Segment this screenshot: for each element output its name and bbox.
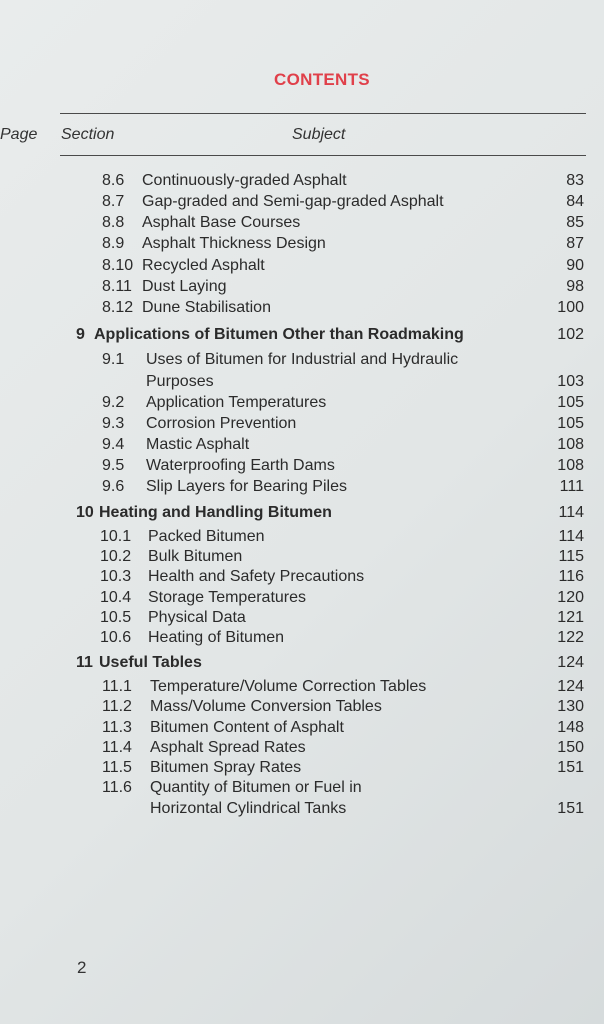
- toc-section-number: 11.5: [102, 759, 132, 776]
- toc-page-number: 105: [557, 415, 584, 432]
- toc-page-number: 84: [566, 193, 584, 210]
- toc-entry-row: [0, 372, 604, 392]
- toc-section-number: 8.12: [102, 299, 134, 316]
- toc-subject: Gap-graded and Semi-gap-graded Asphalt: [142, 193, 444, 210]
- toc-subject: Dust Laying: [142, 278, 227, 295]
- subject-column-header: Subject: [292, 126, 346, 143]
- toc-subject: Mastic Asphalt: [146, 436, 250, 453]
- toc-page-number: 103: [557, 373, 584, 390]
- toc-page-number: 116: [558, 568, 584, 585]
- toc-section-number: 8.6: [102, 172, 125, 189]
- toc-entry-row: [0, 234, 604, 254]
- toc-page-number: 150: [557, 739, 584, 756]
- toc-chapter-row: [0, 653, 604, 673]
- toc-page-number: 151: [557, 800, 584, 817]
- toc-subject: Quantity of Bitumen or Fuel in: [150, 779, 362, 796]
- toc-entry-row: [0, 588, 604, 608]
- toc-page-number: 87: [566, 235, 584, 252]
- toc-subject: Waterproofing Earth Dams: [146, 457, 335, 474]
- toc-chapter-row: [0, 503, 604, 523]
- toc-entry-row: [0, 527, 604, 547]
- toc-page-number: 100: [557, 299, 584, 316]
- toc-section-number: 9: [76, 326, 85, 343]
- toc-section-number: 9.3: [102, 415, 125, 432]
- toc-section-number: 9.4: [102, 436, 125, 453]
- contents-heading: CONTENTS: [274, 70, 370, 89]
- toc-section-number: 8.11: [102, 278, 132, 295]
- toc-entry-row: [0, 256, 604, 276]
- toc-subject: Horizontal Cylindrical Tanks: [150, 800, 347, 817]
- toc-section-number: 9.6: [102, 478, 125, 495]
- toc-subject: Purposes: [146, 373, 214, 390]
- toc-entry-row: [0, 298, 604, 318]
- toc-entry-row: [0, 213, 604, 233]
- toc-section-number: 8.10: [102, 257, 134, 274]
- toc-subject: Bulk Bitumen: [148, 548, 243, 565]
- section-column-header: Section: [61, 126, 115, 143]
- toc-subject: Physical Data: [148, 609, 246, 626]
- toc-subject: Recycled Asphalt: [142, 257, 265, 274]
- toc-subject: Useful Tables: [99, 654, 202, 671]
- toc-section-number: 11.2: [102, 698, 132, 715]
- toc-subject: Health and Safety Precautions: [148, 568, 365, 585]
- toc-page-number: 121: [557, 609, 584, 626]
- toc-section-number: 11.1: [102, 678, 132, 695]
- toc-subject: Application Temperatures: [146, 394, 327, 411]
- toc-entry-row: [0, 477, 604, 497]
- toc-subject: Corrosion Prevention: [146, 415, 297, 432]
- toc-subject: Heating of Bitumen: [148, 629, 285, 646]
- header-rule: [60, 155, 586, 156]
- toc-section-number: 9.2: [102, 394, 125, 411]
- toc-page-number: 90: [566, 257, 584, 274]
- toc-entry-row: [0, 799, 604, 819]
- toc-entry-row: [0, 778, 604, 798]
- toc-subject: Asphalt Base Courses: [142, 214, 301, 231]
- toc-section-number: 10.1: [100, 528, 132, 545]
- toc-subject: Uses of Bitumen for Industrial and Hydraulic: [146, 351, 459, 368]
- toc-section-number: 9.5: [102, 457, 125, 474]
- toc-entry-row: [0, 350, 604, 370]
- toc-page-number: 124: [557, 654, 584, 671]
- toc-subject: Bitumen Spray Rates: [150, 759, 302, 776]
- page-number: 2: [77, 958, 87, 977]
- top-rule: [60, 113, 586, 114]
- toc-entry-row: [0, 456, 604, 476]
- toc-section-number: 11: [76, 654, 93, 671]
- toc-entry-row: [0, 192, 604, 212]
- toc-subject: Dune Stabilisation: [142, 299, 271, 316]
- toc-entry-row: [0, 608, 604, 628]
- toc-page-number: 115: [558, 548, 584, 565]
- toc-subject: Applications of Bitumen Other than Roadmaking: [94, 326, 464, 343]
- toc-section-number: 10.4: [100, 589, 132, 606]
- toc-subject: Asphalt Thickness Design: [142, 235, 326, 252]
- toc-entry-row: [0, 677, 604, 697]
- toc-subject: Packed Bitumen: [148, 528, 265, 545]
- toc-entry-row: [0, 718, 604, 738]
- toc-page-number: 114: [558, 528, 584, 545]
- toc-entry-row: [0, 758, 604, 778]
- toc-page-number: 122: [557, 629, 584, 646]
- toc-section-number: 10.6: [100, 629, 132, 646]
- toc-entry-row: [0, 171, 604, 191]
- toc-page-number: 114: [558, 504, 584, 521]
- toc-page-number: 102: [557, 326, 584, 343]
- toc-section-number: 9.1: [102, 351, 125, 368]
- toc-page-number: 108: [557, 457, 584, 474]
- toc-subject: Asphalt Spread Rates: [150, 739, 306, 756]
- toc-chapter-row: [0, 325, 604, 345]
- toc-section-number: 11.3: [102, 719, 132, 736]
- toc-section-number: 11.6: [102, 779, 132, 796]
- toc-page-number: 148: [557, 719, 584, 736]
- page-column-header: Page: [0, 126, 38, 143]
- toc-entry-row: [0, 393, 604, 413]
- toc-subject: Bitumen Content of Asphalt: [150, 719, 344, 736]
- toc-page-number: 120: [557, 589, 584, 606]
- toc-entry-row: [0, 547, 604, 567]
- toc-subject: Slip Layers for Bearing Piles: [146, 478, 347, 495]
- toc-entry-row: [0, 567, 604, 587]
- toc-section-number: 8.7: [102, 193, 125, 210]
- toc-page-number: 130: [557, 698, 584, 715]
- toc-entry-row: [0, 628, 604, 648]
- toc-entry-row: [0, 277, 604, 297]
- toc-entry-row: [0, 435, 604, 455]
- toc-section-number: 8.8: [102, 214, 125, 231]
- toc-section-number: 10.2: [100, 548, 132, 565]
- toc-entry-row: [0, 738, 604, 758]
- toc-subject: Storage Temperatures: [148, 589, 307, 606]
- toc-section-number: 11.4: [102, 739, 132, 756]
- toc-entry-row: [0, 414, 604, 434]
- toc-page-number: 108: [557, 436, 584, 453]
- toc-subject: Continuously-graded Asphalt: [142, 172, 347, 189]
- toc-section-number: 10.3: [100, 568, 132, 585]
- toc-page-number: 85: [566, 214, 584, 231]
- toc-entry-row: [0, 697, 604, 717]
- toc-section-number: 8.9: [102, 235, 125, 252]
- toc-page-number: 124: [557, 678, 584, 695]
- toc-page-number: 151: [557, 759, 584, 776]
- toc-section-number: 10: [76, 504, 94, 521]
- toc-subject: Temperature/Volume Correction Tables: [150, 678, 427, 695]
- toc-page-number: 98: [566, 278, 584, 295]
- toc-subject: Heating and Handling Bitumen: [99, 504, 332, 521]
- toc-page-number: 83: [566, 172, 584, 189]
- toc-section-number: 10.5: [100, 609, 132, 626]
- toc-page-number: 105: [557, 394, 584, 411]
- toc-subject: Mass/Volume Conversion Tables: [150, 698, 382, 715]
- toc-page-number: 111: [559, 478, 584, 495]
